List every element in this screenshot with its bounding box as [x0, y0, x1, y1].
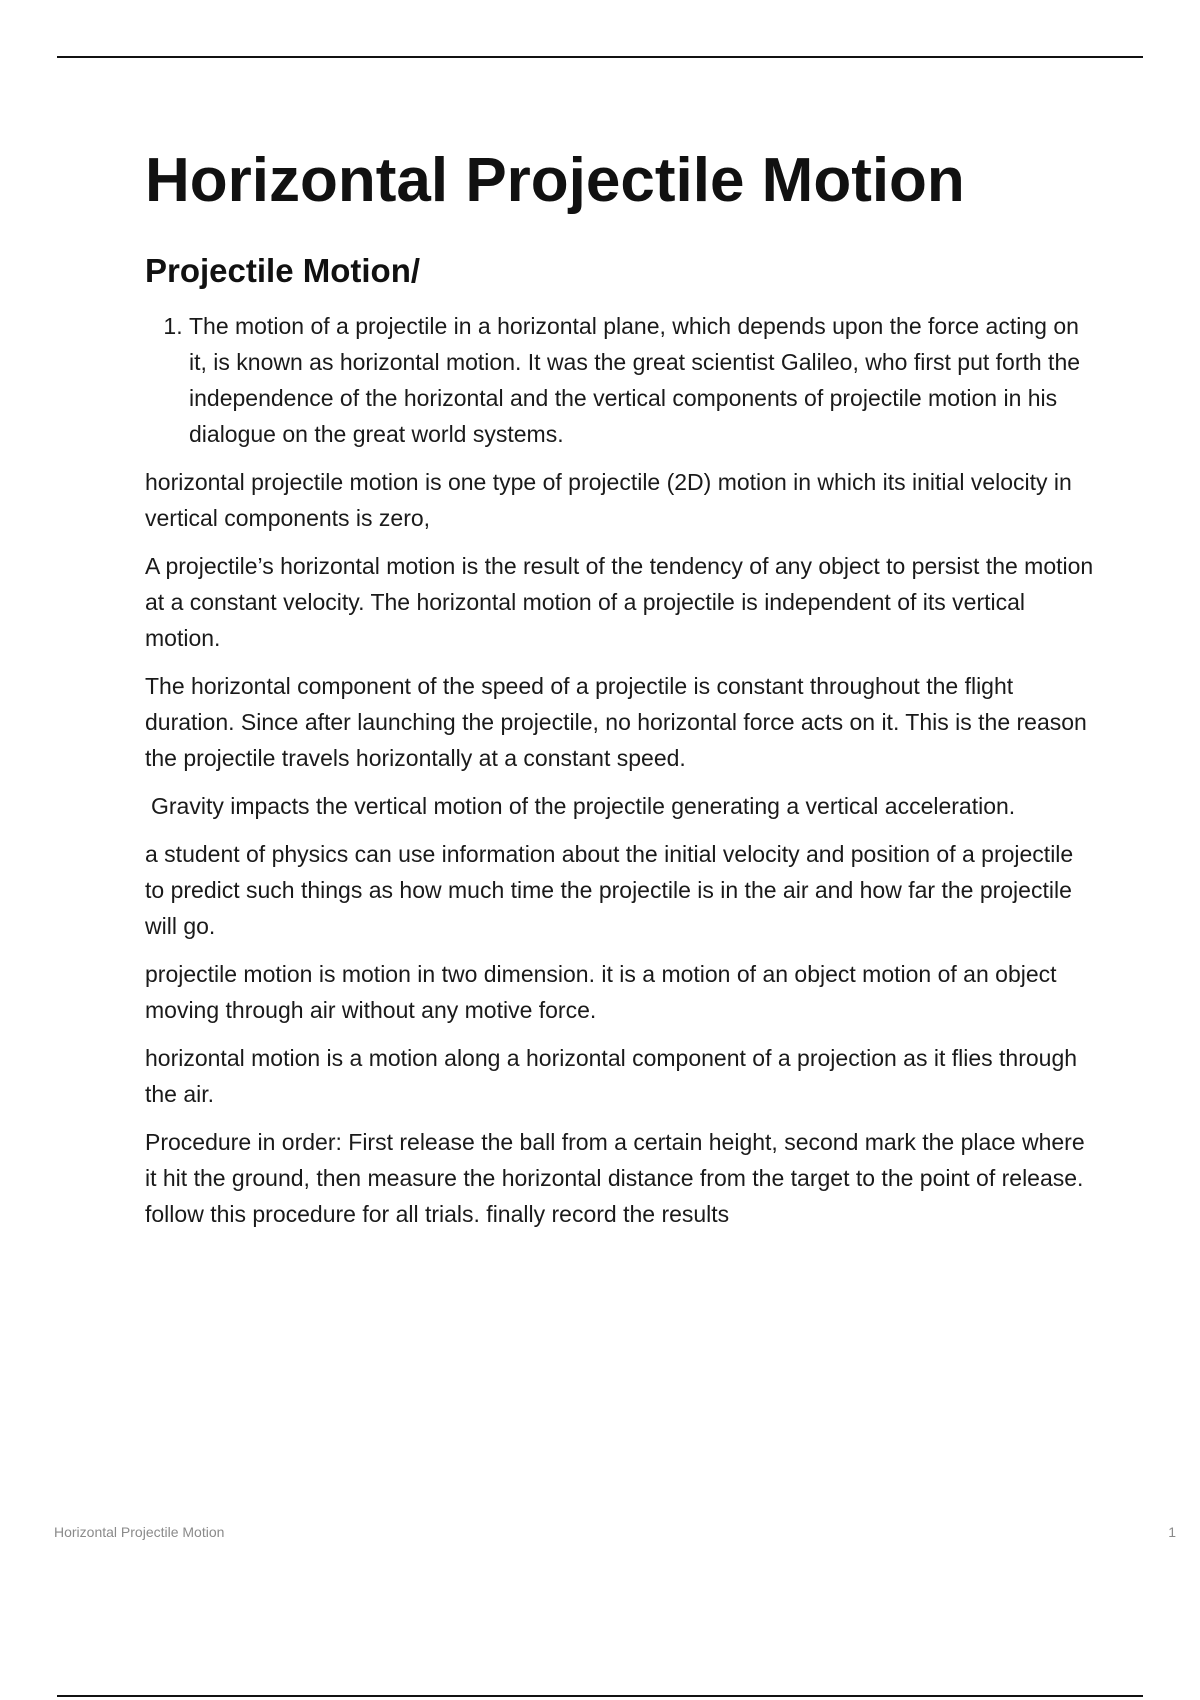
document-title: Horizontal Projectile Motion	[145, 146, 965, 215]
paragraph: projectile motion is motion in two dimension. it is a motion of an object motion of an object moving through air without any motive force.	[145, 961, 1057, 1023]
numbered-list	[145, 308, 1095, 452]
paragraph: Gravity impacts the vertical motion of the projectile generating a vertical acceleration.	[151, 793, 1016, 819]
paragraph: horizontal motion is a motion along a horizontal component of a projection as it flies through the air.	[145, 1045, 1078, 1107]
footer-page-number: 1	[1168, 1524, 1176, 1540]
paragraph: horizontal projectile motion is one type of projectile (2D) motion in which its initial velocity in vertical components is zero,	[145, 469, 1072, 531]
paragraph: Procedure in order: First release the ball from a certain height, second mark the place where it hit the ground, then measure the horizontal distance from the target to the point of release. follow this procedure for all trials. finally record the results	[145, 1129, 1085, 1227]
list-item: 1. The motion of a projectile in a horizontal plane, which depends upon the force acting on it, is known as horizontal motion. It was the great scientist Galileo, who first put forth the independence of the horizontal and the vertical components of projectile motion in his dialogue on the great world systems.	[189, 308, 1095, 452]
document-body	[145, 140, 1095, 1232]
section-heading: Projectile Motion/	[145, 252, 421, 289]
bottom-divider	[57, 1695, 1143, 1697]
footer-title: Horizontal Projectile Motion	[54, 1524, 225, 1540]
top-divider	[57, 56, 1143, 58]
paragraph: A projectile’s horizontal motion is the result of the tendency of any object to persist the motion at a constant velocity. The horizontal motion of a projectile is independent of its vertical motion.	[145, 553, 1094, 651]
paragraph: The horizontal component of the speed of a projectile is constant throughout the flight duration. Since after launching the projectile, no horizontal force acts on it. This is the reason the projectile travels horizontally at a constant speed.	[145, 673, 1087, 771]
paragraph: a student of physics can use information about the initial velocity and position of a projectile to predict such things as how much time the projectile is in the air and how far the projectile will go.	[145, 841, 1074, 939]
